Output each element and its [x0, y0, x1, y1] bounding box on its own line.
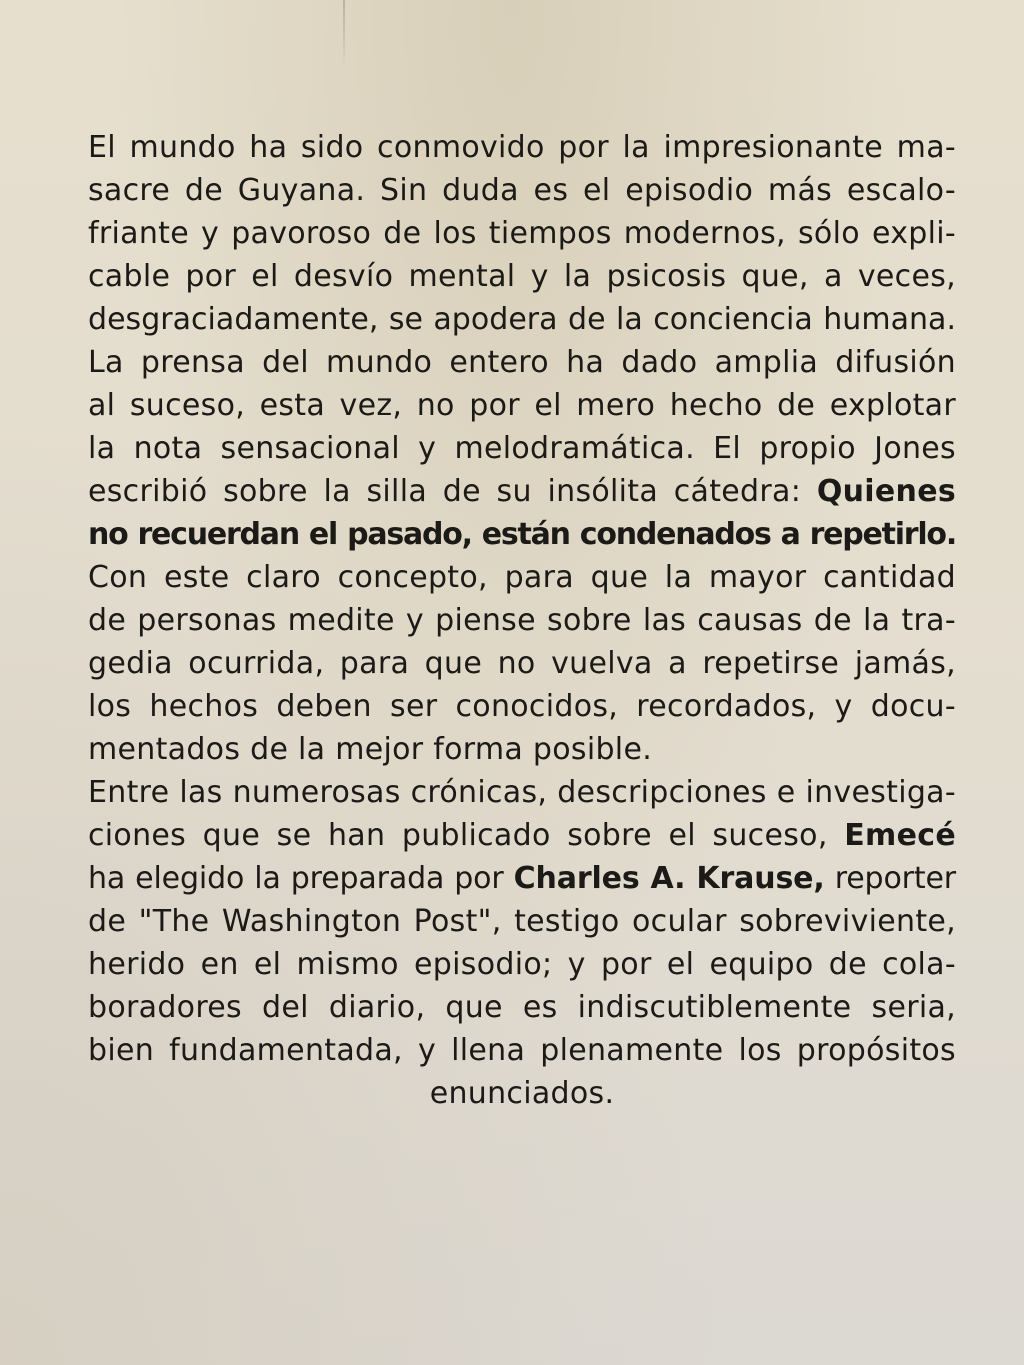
text-line: gedia ocurrida, para que no vuelva a repetirse jamás, — [88, 646, 956, 681]
text-line — [88, 470, 956, 513]
text-line: mentados de la mejor forma posible. — [88, 732, 653, 767]
quote-text: Quienes — [816, 474, 956, 509]
text-line: Con este claro concepto, para que la mayor cantidad — [88, 560, 956, 595]
text-line: al suceso, esta vez, no por el mero hecho de explotar — [88, 388, 956, 423]
text-line: de personas medite y piense sobre las causas de la tra- — [88, 603, 956, 638]
text-line: El mundo ha sido conmovido por la impresionante ma- — [88, 130, 956, 165]
text-segment: reporter — [834, 861, 956, 896]
text-segment: ciones que se han publicado sobre el suceso, — [88, 818, 828, 853]
text-line: friante y pavoroso de los tiempos modernos, sólo expli- — [88, 216, 956, 251]
text-line: boradores del diario, que es indiscutiblemente seria, — [88, 990, 956, 1025]
author-name: Charles A. Krause, — [513, 861, 825, 896]
text-line: desgraciadamente, se apodera de la conciencia humana. — [88, 302, 956, 337]
text-line: Entre las numerosas crónicas, descripciones e investiga- — [88, 775, 956, 810]
text-line: bien fundamentada, y llena plenamente los propósitos — [88, 1033, 956, 1068]
text-line: la nota sensacional y melodramática. El propio Jones — [88, 431, 956, 466]
paper-crease — [343, 0, 345, 70]
text-line: herido en el mismo episodio; y por el equipo de cola- — [88, 947, 956, 982]
text-line: sacre de Guyana. Sin duda es el episodio más escalo- — [88, 173, 956, 208]
text-segment: escribió sobre la silla de su insólita cátedra: — [88, 474, 802, 509]
text-line — [88, 814, 956, 857]
text-segment: ha elegido la preparada por — [88, 861, 504, 896]
text-line: cable por el desvío mental y la psicosis que, a veces, — [88, 259, 956, 294]
text-line: enunciados. — [429, 1076, 615, 1111]
text-line: de "The Washington Post", testigo ocular sobreviviente, — [88, 904, 956, 939]
text-line — [88, 857, 956, 900]
text-line: los hechos deben ser conocidos, recordados, y docu- — [88, 689, 956, 724]
publisher-name: Emecé — [844, 818, 956, 853]
text-line: La prensa del mundo entero ha dado amplia difusión — [88, 345, 956, 380]
blurb-text — [88, 126, 956, 1115]
quote-text: no recuerdan el pasado, están condenados a repetirlo. — [88, 517, 956, 552]
